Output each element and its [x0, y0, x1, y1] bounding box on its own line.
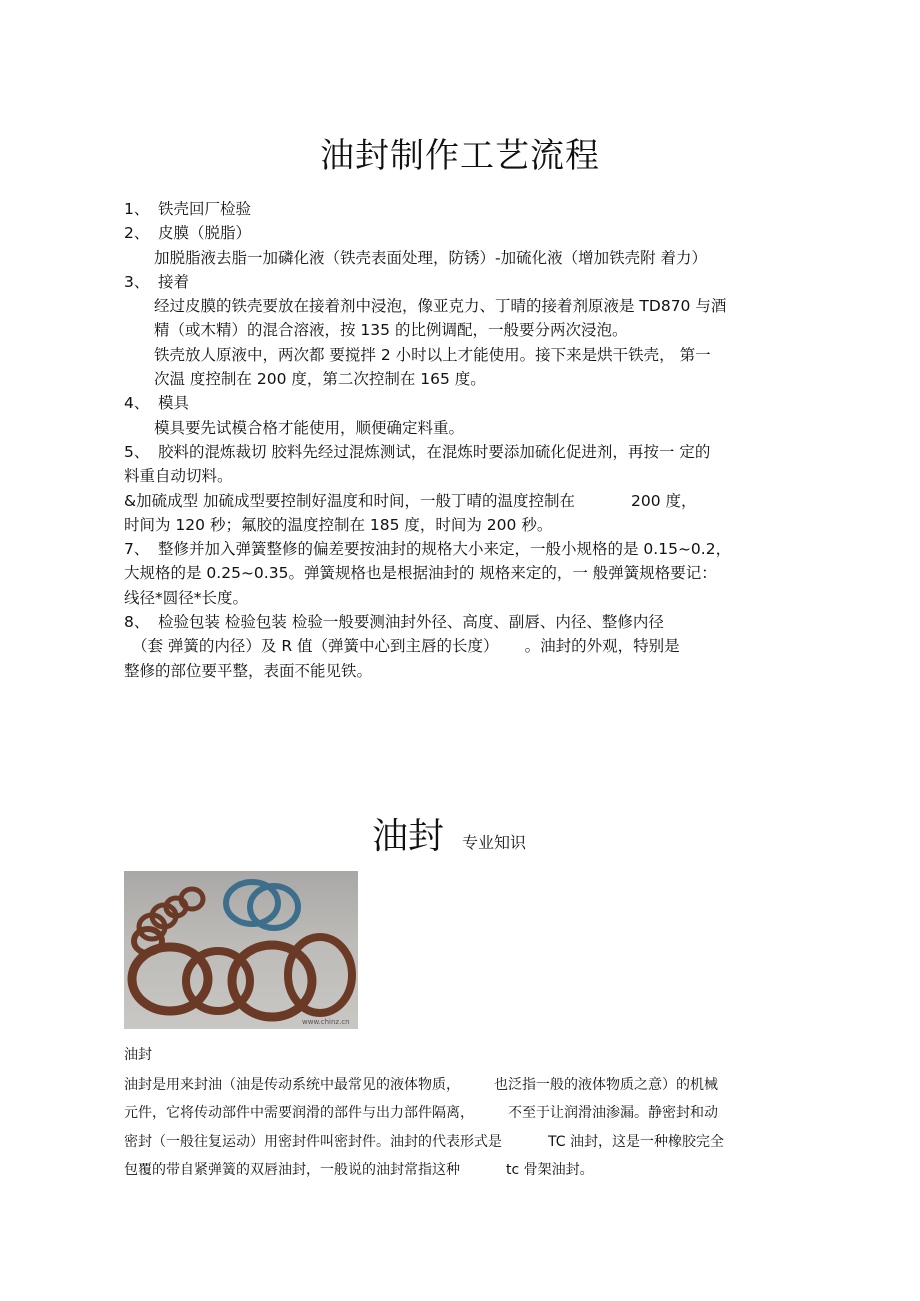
section-heading: [372, 808, 526, 859]
paragraph-line: 元件，它将传动部件中需要润滑的部件与出力部件隔离， 不至于让润滑油渗漏。静密封和动: [124, 1105, 718, 1122]
photo-caption: 油封: [124, 1047, 152, 1063]
oil-seal-rings-illustration: [124, 871, 358, 1029]
section-subtitle: 专业知识: [462, 833, 527, 852]
section-title: 油封: [372, 816, 445, 857]
oil-seal-description: [124, 1071, 804, 1185]
process-steps: [124, 197, 804, 683]
step-detail: 整修的部位要平整，表面不能见铁。: [124, 661, 373, 680]
step-detail: 经过皮膜的铁壳要放在接着剂中浸泡，像亚克力、丁晴的接着剂原液是 TD870 与酒: [154, 297, 727, 316]
oil-seal-photo: [124, 871, 358, 1029]
step-line: &加硫成型 加硫成型要控制好温度和时间，一般丁晴的温度控制在 200 度，: [124, 491, 697, 510]
document-title: 油封制作工艺流程: [320, 136, 600, 176]
photo-watermark: www.chinz.cn: [302, 1018, 350, 1026]
step-detail: 加脱脂液去脂一加磷化液（铁壳表面处理，防锈）-加硫化液（增加铁壳附 着力）: [154, 248, 708, 267]
step-detail: 时间为 120 秒；氟胶的温度控制在 185 度，时间为 200 秒。: [124, 515, 553, 534]
step-line: 8、 检验包装 检验包装 检验一般要测油封外径、高度、副唇、内径、整修内径: [124, 613, 664, 632]
paragraph-line: 密封（一般往复运动）用密封件叫密封件。油封的代表形式是 TC 油封，这是一种橡胶完全: [124, 1133, 724, 1150]
step-line: 2、 皮膜（脱脂）: [124, 224, 252, 243]
step-line: 4、 模具: [124, 394, 190, 413]
step-detail: 料重自动切料。: [124, 467, 233, 486]
step-detail: 精（或木精）的混合溶液，按 135 的比例调配，一般要分两次浸泡。: [154, 321, 628, 340]
step-line: 5、 胶料的混炼裁切 胶料先经过混炼测试，在混炼时要添加硫化促进剂，再按一 定的: [124, 442, 711, 461]
step-detail: （套 弹簧的内径）及 R 值（弹簧中心到主唇的长度） 。油封的外观，特别是: [132, 637, 680, 656]
step-detail: 模具要先试模合格才能使用，顺便确定料重。: [154, 418, 465, 437]
step-detail: 大规格的是 0.25~0.35。弹簧规格也是根据油封的 规格来定的，一 般弹簧规格要记：: [124, 564, 717, 583]
step-line: 1、 铁壳回厂检验: [124, 200, 252, 218]
step-detail: 次温 度控制在 200 度，第二次控制在 165 度。: [154, 370, 486, 389]
paragraph-line: 包覆的带自紧弹簧的双唇油封，一般说的油封常指这种 tc 骨架油封。: [124, 1162, 594, 1179]
step-line: 7、 整修并加入弹簧整修的偏差要按油封的规格大小来定，一般小规格的是 0.15~0.2，: [124, 540, 732, 559]
step-line: 3、 接着: [124, 272, 190, 291]
step-detail: 铁壳放人原液中，两次都 要搅拌 2 小时以上才能使用。接下来是烘干铁壳， 第一: [154, 345, 711, 364]
step-detail: 线径*圆径*长度。: [124, 588, 249, 607]
paragraph-line: 油封是用来封油（油是传动系统中最常见的液体物质， 也泛指一般的液体物质之意）的机械: [124, 1077, 718, 1093]
